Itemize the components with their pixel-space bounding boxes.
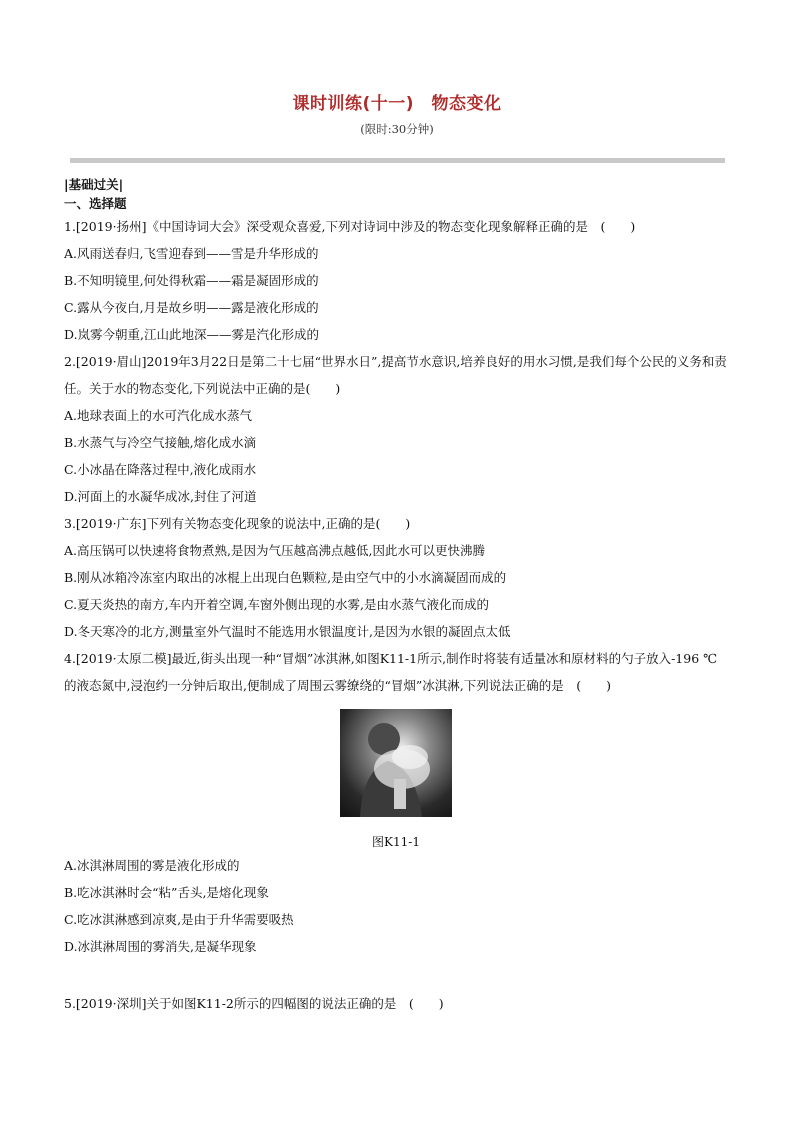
ice-cream-photo	[340, 709, 452, 817]
question-stem: 3.[2019·广东]下列有关物态变化现象的说法中,正确的是( )	[64, 516, 411, 531]
question-stem: 1.[2019·扬州]《中国诗词大会》深受观众喜爱,下列对诗词中涉及的物态变化现象解释正确的是 ( )	[64, 219, 636, 234]
option-d: D.河面上的水凝华成冰,封住了河道	[64, 489, 257, 504]
option-a: A.冰淇淋周围的雾是液化形成的	[64, 858, 240, 873]
option-a: A.高压锅可以快速将食物煮熟,是因为气压越高沸点越低,因此水可以更快沸腾	[64, 543, 485, 558]
option-b: B.吃冰淇淋时会“粘”舌头,是熔化现象	[64, 885, 269, 900]
option-d: D.冬天寒冷的北方,测量室外气温时不能选用水银温度计,是因为水银的凝固点太低	[64, 624, 511, 639]
option-a: A.地球表面上的水可汽化成水蒸气	[64, 408, 253, 423]
option-a: A.风雨送春归,飞雪迎春到——雪是升华形成的	[64, 246, 319, 261]
option-d: D.冰淇淋周围的雾消失,是凝华现象	[64, 939, 257, 954]
question-2	[64, 348, 728, 510]
question-stem: 5.[2019·深圳]关于如图K11-2所示的四幅图的说法正确的是 ( )	[64, 996, 444, 1011]
page-title: 课时训练(十一) 物态变化	[292, 94, 502, 114]
smoke-ice-cream-image	[340, 709, 452, 817]
option-c: C.露从今夜白,月是故乡明——露是液化形成的	[64, 300, 319, 315]
option-b: B.水蒸气与冷空气接触,熔化成水滴	[64, 435, 257, 450]
question-5	[64, 990, 728, 1017]
option-c: C.小冰晶在降落过程中,液化成雨水	[64, 462, 257, 477]
option-c: C.夏天炎热的南方,车内开着空调,车窗外侧出现的水雾,是由水蒸气液化而成的	[64, 597, 490, 612]
figure-k11-1	[64, 709, 728, 852]
time-limit: (限时:30分钟)	[360, 122, 434, 136]
question-stem: 2.[2019·眉山]2019年3月22日是第二十七届“世界水日”,提高节水意识,培养良好的用水习惯,是我们每个公民的义务和责任。关于水的物态变化,下列说法中正确的是( )	[64, 354, 727, 396]
option-c: C.吃冰淇淋感到凉爽,是由于升华需要吸热	[64, 912, 294, 927]
figure-caption: 图K11-1	[372, 835, 420, 849]
option-d: D.岚雾今朝重,江山此地深——雾是汽化形成的	[64, 327, 320, 342]
option-b: B.不知明镜里,何处得秋霜——霜是凝固形成的	[64, 273, 319, 288]
section-basic: |基础过关|	[64, 177, 124, 192]
section-choice: 一、选择题	[64, 196, 127, 211]
question-1	[64, 213, 728, 348]
question-3	[64, 510, 728, 645]
question-4	[64, 645, 728, 960]
header-divider	[70, 158, 725, 163]
question-stem: 4.[2019·太原二模]最近,街头出现一种“冒烟”冰淇淋,如图K11-1所示,制作时将装有适量冰和原材料的勺子放入-196 ℃的液态氮中,浸泡约一分钟后取出,便制成了周围云雾缭绕的“冒烟”冰淇淋,下列说法正确的是 ( )	[64, 651, 718, 693]
question-content	[64, 175, 728, 1017]
option-b: B.刚从冰箱冷冻室内取出的冰棍上出现白色颗粒,是由空气中的小水滴凝固而成的	[64, 570, 507, 585]
